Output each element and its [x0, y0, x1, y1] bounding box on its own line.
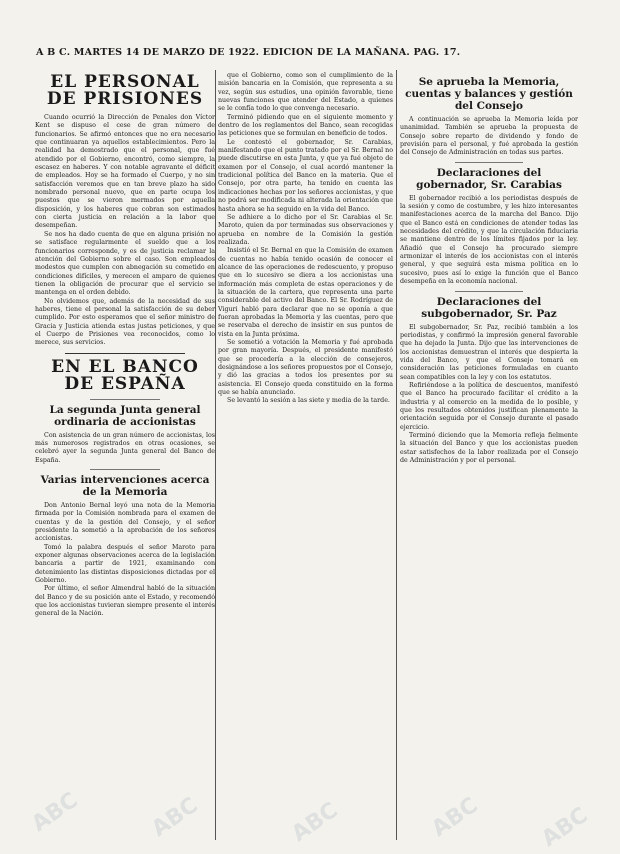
article-paragraph: El gobernador recibió a los periodistas después de la sesión y como de costumbre, y les hizo interesantes manifestaciones acerca de la marcha del Banco. Dijo que el Banco está en condiciones de atender todas las necesidades del crédito, y que la circulación fiduciaria se mantiene dentro de los límites fijados por la ley. Añadió que el Consejo ha procurado siempre armonizar el interés de los accionistas con el interés general, y que seguirá esta misma política en lo sucesivo, pues así lo exige la función que el Banco desempeña en la economía nacional. — [400, 194, 578, 286]
article-headline: La segunda Junta general ordinaria de accionistas — [49, 403, 201, 428]
divider — [65, 353, 185, 354]
article-headline: Declaraciones del subgobernador, Sr. Paz — [421, 295, 557, 320]
divider — [455, 291, 523, 292]
article-paragraph: Don Antonio Bernal leyó una nota de la Memoria firmada por la Comisión nombrada para el examen de cuentas y de la gestión del Consejo, y el señor presidente la sometió a la aprobación de los señores accionistas. — [35, 502, 215, 543]
article-paragraph: Con asistencia de un gran número de accionistas, los más numerosos registrados en otras ocasiones, se celebró ayer la segunda Junta general del Banco de España. — [35, 431, 215, 464]
article-paragraph: que el Gobierno, como son el cumplimiento de la misión bancaria en la Comisión, que representa a su vez, según sus estudios, una opinión favorable, tiene nuevas funciones que atender del Estado, a quienes se le confía todo lo que convenga necesario. — [218, 72, 393, 113]
article-paragraph: No olvidemos que, además de la necesidad de sus haberes, tiene el personal la satisfacción de su deber cumplido. Por esto esperamos que el señor ministro de Gracia y Justicia atienda estas justas peticiones, y que el Cuerpo de Prisiones vea reconocidos, como lo merece, sus servicios. — [35, 297, 215, 347]
article-headline: Se aprueba la Memoria, cuentas y balances y gestión del Consejo — [405, 76, 573, 112]
article-paragraph: Terminó diciendo que la Memoria refleja fielmente la situación del Banco y que los accionistas pueden estar satisfechos de la labor realizada por el Consejo de Administración y por el personal. — [400, 431, 578, 464]
article-paragraph: Insistió el Sr. Bernal en que la Comisión de examen de cuentas no había tenido ocasión de conocer el alcance de las operaciones de redescuento, y propuso que en lo sucesivo se diera a los accionistas una información más completa de estas operaciones y de la situación de la cartera, que representa una parte considerable del activo del Banco. El Sr. Rodríguez de Viguri habló para declarar que no se oponía a que fueran aprobadas la Memoria y las cuentas, pero que se reservaba el derecho de insistir en sus puntos de vista en la Junta próxima. — [218, 247, 393, 338]
column-rule — [215, 70, 216, 840]
article-paragraph: Le contestó el gobernador, Sr. Carabias, manifestando que el punto tratado por el Sr. Bernal no puede discutirse en esta Junta, y que ya fué objeto de examen por el Consejo, el cual acordó mantener la tradicional política del Banco en la materia. Que el Consejo, por otra parte, ha tenido en cuenta las indicaciones hechas por los señores accionistas, y que no podrá ser modificada ni alterada la orientación que hasta ahora se ha seguido en la vida del Banco. — [218, 138, 393, 213]
column-3 — [400, 72, 578, 465]
article-paragraph: Cuando ocurrió la Dirección de Penales don Víctor Kent se dispuso el cese de gran número de funcionarios. Se afirmó entonces que no era necesario que continuaran ya aquellos establecimientos. Pero la realidad ha demostrado que el personal, que fué atendido por el Gobierno, encontró, como siempre, la escasez en haberes. Y con notable agravante el déficit de empleados. Hoy se ha formado el Cuerpo, y no sin satisfacción veremos que en tan breve plazo ha sido nombrado personal nuevo, que en parte ocupa los puestos que se vieron mermados por aquella disposición, y los haberes que cobran son estimados con cierta justicia en relación a la labor que desempeñan. — [35, 114, 215, 230]
article-paragraph: Se levantó la sesión a las siete y media de la tarde. — [227, 397, 390, 405]
page-header: A B C. MARTES 14 DE MARZO DE 1922. EDICION DE LA MAÑANA. PAG. 17. — [36, 47, 461, 58]
article-paragraph: Se adhiere a lo dicho por el Sr. Carabias el Sr. Maroto, quien da por terminadas sus observaciones y aprueba en nombre de la Comisión la gestión realizada. — [218, 213, 393, 246]
article-paragraph: Por último, el señor Almendral habló de la situación del Banco y de su posición ante el Estado, y recomendó que los accionistas tuvieran siempre presente el interés general de la Nación. — [35, 585, 215, 618]
column-2 — [218, 72, 393, 406]
column-1 — [35, 72, 215, 619]
article-paragraph: Terminó pidiendo que en el siguiente momento y dentro de los reglamentos del Banco, sean recogidas las peticiones que se formulan en beneficio de todos. — [218, 113, 393, 138]
article-paragraph: Tomó la palabra después el señor Maroto para exponer algunas observaciones acerca de la legislación bancaria a partir de 1921, examinando con detenimiento las distintas disposiciones dictadas por el Gobierno. — [35, 543, 215, 585]
article-paragraph: Refiriéndose a la política de descuentos, manifestó que el Banco ha procurado facilitar el crédito a la industria y al comercio en la medida de lo posible, y que los resultados obtenidos justifican plenamente la orientación seguida por el Consejo durante el pasado ejercicio. — [400, 381, 578, 431]
section-headline: EN EL BANCO DE ESPAÑA — [51, 356, 199, 394]
watermark: ABC — [427, 792, 483, 843]
article-paragraph: A continuación se aprueba la Memoria leída por unanimidad. También se aprueba la propuesta de Consejo sobre reparto de dividendo y fondo de previsión para el personal, y fué aprobada la gestión del Consejo de Administración en todas sus partes. — [400, 116, 578, 157]
column-rule — [396, 70, 397, 840]
section-headline: EL PERSONAL DE PRISIONES — [46, 72, 204, 109]
watermark: ABC — [147, 792, 203, 843]
article-headline: Varias intervenciones acerca de la Memoria — [40, 474, 210, 498]
divider — [455, 162, 523, 163]
watermark: ABC — [537, 802, 593, 853]
article-headline: Declaraciones del gobernador, Sr. Carabias — [416, 166, 562, 191]
article-paragraph: Se nos ha dado cuenta de que en alguna prisión no se satisface regularmente el sueldo que a los funcionarios corresponde, y es de justicia reclamar la atención del Gobierno sobre el caso. Son empleados modestos que cumplen con abnegación su cometido en condiciones difíciles, y merecen el amparo de quienes tienen la obligación de procurar que el servicio se mantenga en el orden debido. — [35, 230, 215, 297]
watermark: ABC — [27, 787, 83, 838]
article-paragraph: El subgobernador, Sr. Paz, recibió también a los periodistas, y confirmó la impresión general favorable que ha dejado la Junta. Dijo que las intervenciones de los accionistas demuestran el interés que despierta la vida del Banco, y que el Consejo tomará en consideración las peticiones formuladas en cuanto sean compatibles con la ley y con los estatutos. — [400, 323, 578, 381]
divider — [90, 469, 160, 470]
divider — [90, 399, 160, 400]
article-paragraph: Se sometió a votación la Memoria y fué aprobada por gran mayoría. Después, el presidente manifestó que se procedería a la elección de consejeros, designándose a los señores propuestos por el Consejo, y dió las gracias a todos los presentes por su asistencia. El Consejo queda constituido en la forma que se había anunciado. — [218, 339, 393, 397]
watermark: ABC — [287, 797, 343, 848]
